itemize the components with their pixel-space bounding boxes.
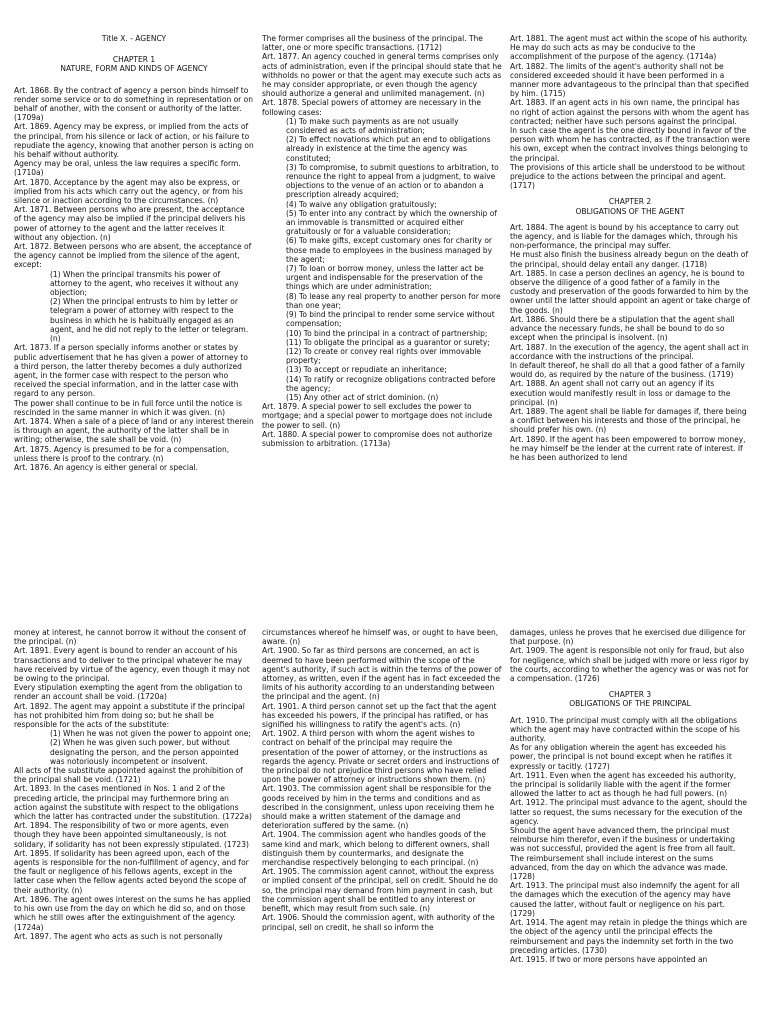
article-1878-item-1: (1) To make such payments as are not usually considered as acts of administration;: [286, 116, 459, 136]
article-1892-item-2: (2) When he was given such power, but without designating the person, and the person appointed was notoriously incompetent or insolvent.: [50, 738, 239, 766]
article-1892-paragraph: All acts of the substitute appointed against the prohibition of the principal shall be void. (1721): [14, 766, 243, 785]
article-1910: Art. 1910. The principal must comply with all the obligations which the agent may have contracted within the scope of his authority.: [510, 715, 740, 744]
article-1878-item-14: (14) To ratify or recognize obligations contracted before the agency;: [286, 374, 496, 393]
chapter-3-subheading: OBLIGATIONS OF THE PRINCIPAL: [569, 699, 691, 709]
article-1878-item-7: (7) To loan or borrow money, unless the latter act be urgent and indispensable for the preservation of the things which are under administration;: [286, 264, 484, 292]
article-1869: Art. 1869. Agency may be express, or implied from the acts of the principal, from his silence or lack of action, or his failure to repudiate the agency, knowing that another person is acting on his behalf without authority.: [14, 122, 254, 160]
article-1878-item-9: (9) To bind the principal to render some service without compensation;: [286, 310, 495, 329]
article-1885: Art. 1885. In case a person declines an agency, he is bound to observe the diligence of a good father of a family in the custody and preservation of the goods forwarded to him by the owner until the latter should appoint an agent or take charge of the goods. (n): [510, 268, 750, 315]
article-1910-paragraph: As for any obligation wherein the agent has exceeded his power, the principal is not bound except when he ratifies it expressly or tacitly. (1727): [510, 743, 732, 771]
article-1881: Art. 1881. The agent must act within the scope of his authority. He may do such acts as may be conducive to the accomplishment of the purpose of the agency. (1714a): [510, 34, 748, 62]
article-1893: Art. 1893. In the cases mentioned in Nos. 1 and 2 of the preceding article, the principal may furthermore bring an action against the substitute with respect to the obligations which the latter has contracted under the substitution. (1722a): [14, 784, 252, 822]
article-1911: Art. 1911. Even when the agent has exceeded his authority, the principal is solidarily liable with the agent if the former allowed the latter to act as though he had full powers. (n): [510, 770, 737, 799]
title-heading: Title X. - AGENCY: [101, 34, 167, 43]
article-1887-paragraph: In default thereof, he shall do all that a good father of a family would do, as required by the nature of the business. (1719): [510, 360, 745, 380]
article-1884: Art. 1884. The agent is bound by his acceptance to carry out the agency, and is liable for the damages which, through his non-performance, the principal may suffer.: [510, 222, 739, 251]
article-1884-paragraph: He must also finish the business already begun on the death of the principal, should delay entail any danger. (1718): [510, 250, 748, 269]
article-1872: Art. 1872. Between persons who are absent, the acceptance of the agency cannot be implied from the silence of the agent, except:: [14, 242, 252, 270]
article-1900: Art. 1900. So far as third persons are concerned, an act is deemed to have been performed within the scope of the agent's authority, if such act is within the terms of the power of attorney, as written, even if the agent has in fact exceeded the limits of his authority according to an understanding between the principal and the agent. (n): [262, 646, 502, 702]
article-1886: Art. 1886. Should there be a stipulation that the agent shall advance the necessary funds, he shall be bound to do so except when the principal is insolvent. (n): [510, 314, 735, 343]
article-1899-continued: circumstances whereof he himself was, or ought to have been, aware. (n): [262, 628, 499, 647]
article-1897: Art. 1897. The agent who acts as such is not personally: [14, 931, 223, 941]
page-1-column-3: [510, 34, 750, 512]
page-2-column-3: [510, 628, 750, 1024]
article-1891: Art. 1891. Every agent is bound to render an account of his transactions and to deliver to the principal whatever he may have received by virtue of the agency, even though it may not be owing to the principal.: [14, 646, 250, 684]
article-1912-paragraph-3: The reimbursement shall include interest on the sums advanced, from the day on which the advance was made. (1728): [510, 853, 728, 882]
article-1878-item-4: (4) To waive any obligation gratuitously;: [286, 199, 437, 209]
article-1874: Art. 1874. When a sale of a piece of land or any interest therein is through an agent, the authority of the latter shall be in writing; otherwise, the sale shall be void. (n): [14, 416, 254, 445]
article-1878-item-8: (8) To lease any real property to another person for more than one year;: [286, 291, 501, 310]
page-2-column-2: [262, 628, 502, 1024]
article-1868: Art. 1868. By the contract of agency a person binds himself to render some service or to do something in representation or on behalf of another, with the consent or authority of the latter. (1709a): [14, 85, 253, 123]
article-1878-item-10: (10) To bind the principal in a contract of partnership;: [286, 328, 488, 338]
article-1906: Art. 1906. Should the commission agent, with authority of the principal, sell on credit, he shall so inform the: [262, 913, 495, 932]
article-1905: Art. 1905. The commission agent cannot, without the express or implied consent of the principal, sell on credit. Should he do so, the principal may demand from him payment in cash, but the commission agent shall be entitled to any interest or benefit, which may result from such sale. (n): [262, 867, 498, 914]
article-1894: Art. 1894. The responsibility of two or more agents, even though they have been appointed simultaneously, is not solidary, if solidarity has not been expressly stipulated. (1723): [14, 821, 249, 849]
article-1914: Art. 1914. The agent may retain in pledge the things which are the object of the agency until the principal effects the reimbursement and pays the indemnity set forth in the two preceding articles. (1730): [510, 918, 748, 955]
article-1878-item-15: (15) Any other act of strict dominion. (n): [286, 392, 439, 402]
article-1888: Art. 1888. An agent shall not carry out an agency if its execution would manifestly result in loss or damage to the principal. (n): [510, 379, 731, 407]
article-1891-paragraph: Every stipulation exempting the agent from the obligation to render an account shall be void. (1720a): [14, 683, 243, 702]
article-1879: Art. 1879. A special power to sell excludes the power to mortgage; and a special power to mortgage does not include the power to sell. (n): [262, 402, 493, 430]
article-1880: Art. 1880. A special power to compromise does not authorize submission to arbitration. (1713a): [262, 429, 493, 448]
article-1912-paragraph-2: Should the agent have advanced them, the principal must reimburse him therefor, even if the business or undertaking was not successful, provided the agent is free from all fault.: [510, 826, 736, 854]
article-1875: Art. 1875. Agency is presumed to be for a compensation, unless there is proof to the contrary. (n): [14, 444, 230, 463]
article-1873-paragraph: The power shall continue to be in full force until the notice is rescinded in the same manner in which it was given. (n): [14, 398, 242, 417]
page-2-column-1: [14, 628, 254, 1024]
article-1892: Art. 1892. The agent may appoint a substitute if the principal has not prohibited him from doing so; but he shall be responsible for the acts of the substitute:: [14, 701, 245, 730]
article-1883-paragraph-2: In such case the agent is the one directly bound in favor of the person with whom he has contracted, as if the transaction were his own, except when the contract involves things belonging to the principal.: [510, 126, 750, 163]
article-1896: Art. 1896. The agent owes interest on the sums he has applied to his own use from the day on which he did so, and on those which he still owes after the extinguishment of the agency. (1724a): [14, 894, 251, 932]
page-1-column-1: [14, 34, 254, 512]
article-1890-continued: money at interest, he cannot borrow it without the consent of the principal. (n): [14, 628, 246, 647]
article-1912: Art. 1912. The principal must advance to the agent, should the latter so request, the sums necessary for the execution of the agency.: [510, 798, 747, 826]
article-1871: Art. 1871. Between persons who are present, the acceptance of the agency may also be implied if the principal delivers his power of attorney to the agent and the latter receives it without any objection. (n): [14, 205, 246, 242]
chapter-2-heading: CHAPTER 2: [608, 197, 652, 207]
article-1913: Art. 1913. The principal must also indemnify the agent for all the damages which the execution of the agency may have caused the latter, without fault or negligence on his part. (1729): [510, 881, 740, 918]
article-1872-item-1: (1) When the principal transmits his power of attorney to the agent, who receives it without any objection;: [50, 269, 239, 298]
article-1887: Art. 1887. In the execution of the agency, the agent shall act in accordance with the instructions of the principal.: [510, 342, 749, 361]
article-1873: Art. 1873. If a person specially informs another or states by public advertisement that he has given a power of attorney to a third person, the latter thereby becomes a duly authorized agent, in the former case with respect to the person who received the special information, and in the latter case with regard to any person.: [14, 343, 248, 399]
article-1869-paragraph: Agency may be oral, unless the law requires a specific form. (1710a): [14, 159, 241, 178]
article-1903: Art. 1903. The commission agent shall be responsible for the goods received by him in the terms and conditions and as described in the consignment, unless upon receiving them he should make a written statement of the damage and deterioration suffered by the same. (n): [262, 784, 495, 831]
article-1878-item-3: (3) To compromise, to submit questions to arbitration, to renounce the right to appeal from a judgment, to waive objections to the venue of an action or to abandon a prescription already acquired;: [286, 162, 499, 200]
article-1876-paragraph: The former comprises all the business of the principal. The latter, one or more specific transactions. (1712): [262, 34, 483, 53]
article-1904: Art. 1904. The commission agent who handles goods of the same kind and mark, which belong to different owners, shall distinguish them by countermarks, and designate the merchandise respectively belonging to each principal. (n): [262, 830, 490, 868]
chapter-3-heading: CHAPTER 3: [608, 690, 652, 700]
article-1876: Art. 1876. An agency is either general or special.: [14, 462, 199, 472]
article-1878-item-11: (11) To obligate the principal as a guarantor or surety;: [286, 337, 490, 347]
article-1870: Art. 1870. Acceptance by the agent may also be express, or implied from his acts which carry out the agency, or from his silence or inaction according to the circumstances. (n): [14, 177, 243, 206]
article-1892-item-1: (1) When he was not given the power to appoint one;: [50, 729, 251, 739]
article-1883-paragraph-3: The provisions of this article shall be understood to be without prejudice to the actions between the principal and agent. (1717): [510, 162, 745, 191]
article-1878: Art. 1878. Special powers of attorney are necessary in the following cases:: [262, 98, 481, 117]
article-1909: Art. 1909. The agent is responsible not only for fraud, but also for negligence, which shall be judged with more or less rigor by the courts, according to whether the agency was or was not for a compensation. (1726): [510, 646, 749, 684]
article-1877: Art. 1877. An agency couched in general terms comprises only acts of administration, even if the principal should state that he withholds no power or that the agent may execute such acts as he may consider appropriate, or even though the agency should authorize a general and unlimited management. (n): [262, 52, 502, 99]
article-1878-item-5: (5) To enter into any contract by which the ownership of an immovable is transmitted or acquired either gratuitously or for a valuable consideration;: [286, 208, 497, 237]
article-1883: Art. 1883. If an agent acts in his own name, the principal has no right of action against the persons with whom the agent has contracted; neither have such persons against the principal.: [510, 98, 749, 126]
article-1878-item-2: (2) To effect novations which put an end to obligations already in existence at the time the agency was constituted;: [286, 135, 491, 163]
article-1915: Art. 1915. If two or more persons have appointed an: [510, 954, 708, 964]
article-1878-item-6: (6) To make gifts, except customary ones for charity or those made to employees in the business managed by the agent;: [286, 236, 493, 264]
document-page-2: [0, 512, 768, 1024]
article-1890: Art. 1890. If the agent has been empowered to borrow money, he may himself be the lender at the current rate of interest. If he has been authorized to lend: [510, 434, 746, 462]
article-1901: Art. 1901. A third person cannot set up the fact that the agent has exceeded his powers, if the principal has ratified, or has signified his willingness to ratify the agent's acts. (n): [262, 701, 497, 730]
article-1882: Art. 1882. The limits of the agent's authority shall not be considered exceeded should it have been performed in a manner more advantageous to the principal than that specified by him. (1715): [510, 61, 749, 99]
chapter-2-subheading: OBLIGATIONS OF THE AGENT: [575, 206, 685, 216]
article-1878-item-13: (13) To accept or repudiate an inheritance;: [286, 365, 447, 375]
article-1895: Art. 1895. If solidarity has been agreed upon, each of the agents is responsible for the non-fulfillment of agency, and for the fault or negligence of his fellows agents, except in the latter case when the fellow agents acted beyond the scope of their authority. (n): [14, 848, 249, 895]
chapter-1-subheading: NATURE, FORM AND KINDS OF AGENCY: [60, 64, 208, 74]
page-1-column-2: [262, 34, 502, 512]
article-1889: Art. 1889. The agent shall be liable for damages if, there being a conflict between his interests and those of the principal, he should prefer his own. (n): [510, 406, 747, 435]
chapter-1-heading: CHAPTER 1: [112, 55, 156, 65]
article-1908-continued: damages, unless he proves that he exercised due diligence for that purpose. (n): [510, 628, 746, 647]
article-1872-item-2: (2) When the principal entrusts to him by letter or telegram a power of attorney with respect to the business in which he is habitually engaged as an agent, and he did not reply to the letter or telegram. (n): [50, 297, 249, 344]
article-1878-item-12: (12) To create or convey real rights over immovable property;: [286, 346, 482, 366]
article-1902: Art. 1902. A third person with whom the agent wishes to contract on behalf of the principal may require the presentation of the power of attorney, or the instructions as regards the agency. Private or secret orders and instructions of the principal do not prejudice third persons who have relied upon the power of attorney or instructions shown them. (n): [262, 729, 499, 785]
